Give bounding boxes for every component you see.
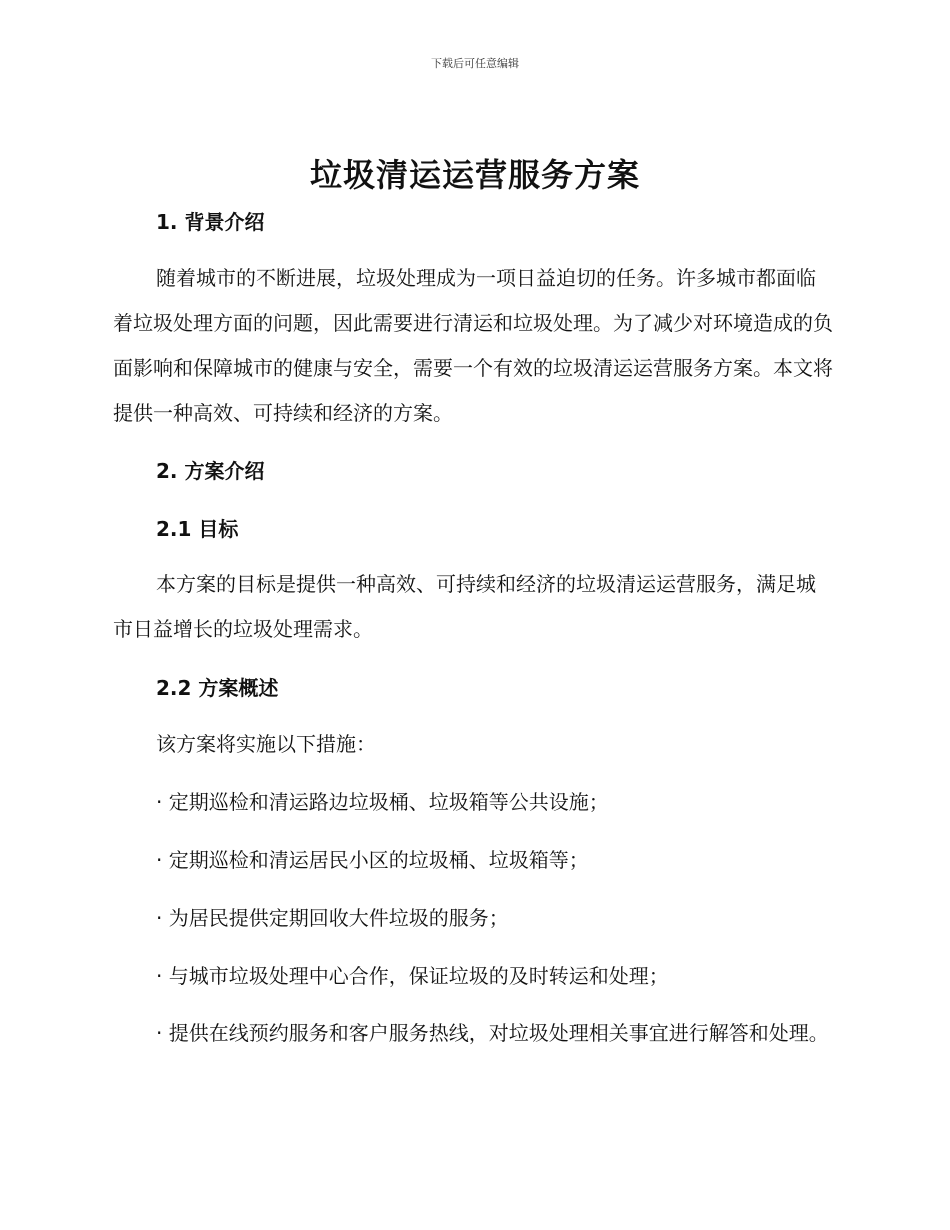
section-heading-background: 1. 背景介绍 (156, 210, 265, 234)
paragraph-background: 随着城市的不断进展，垃圾处理成为一项日益迫切的任务。许多城市都面临着垃圾处理方面的问题，因此需要进行清运和垃圾处理。为了减少对环境造成的负面影响和保障城市的健康与安全，需要一个有效的垃圾清运运营服务方案。本文将提供一种高效、可持续和经济的方案。 (113, 266, 833, 425)
section-heading-goal: 2.1 目标 (156, 517, 239, 541)
list-item: · 为居民提供定期回收大件垃圾的服务； (156, 906, 509, 930)
paragraph-goal: 本方案的目标是提供一种高效、可持续和经济的垃圾清运运营服务，满足城市日益增长的垃圾处理需求。 (113, 572, 816, 641)
page-header-note: 下载后可任意编辑 (431, 57, 519, 70)
list-item: · 提供在线预约服务和客户服务热线，对垃圾处理相关事宜进行解答和处理。 (156, 1021, 829, 1045)
paragraph-overview-intro: 该方案将实施以下措施： (156, 732, 376, 756)
section-heading-plan-intro: 2. 方案介绍 (156, 459, 265, 483)
document-title: 垃圾清运运营服务方案 (309, 156, 640, 194)
list-item: · 定期巡检和清运居民小区的垃圾桶、垃圾箱等； (156, 848, 589, 872)
section-heading-overview: 2.2 方案概述 (156, 676, 279, 700)
list-item: · 定期巡检和清运路边垃圾桶、垃圾箱等公共设施； (156, 790, 609, 814)
list-item: · 与城市垃圾处理中心合作，保证垃圾的及时转运和处理； (156, 964, 669, 988)
